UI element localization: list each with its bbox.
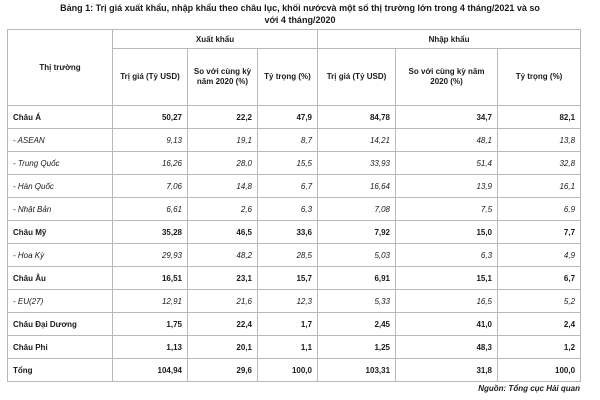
market-name: - Trung Quốc (8, 152, 113, 175)
export-share-header: Tỷ trọng (%) (258, 49, 318, 106)
export-yoy: 46,5 (188, 221, 258, 244)
import-yoy: 48,3 (396, 336, 498, 359)
import-value: 1,25 (318, 336, 396, 359)
export-share: 28,5 (258, 244, 318, 267)
import-yoy: 15,1 (396, 267, 498, 290)
import-yoy: 41,0 (396, 313, 498, 336)
export-group-header: Xuất khẩu (113, 30, 318, 49)
import-yoy: 15,0 (396, 221, 498, 244)
table-row (8, 244, 581, 267)
export-yoy: 22,4 (188, 313, 258, 336)
import-yoy: 31,8 (396, 359, 498, 382)
import-value: 5,03 (318, 244, 396, 267)
import-yoy: 13,9 (396, 175, 498, 198)
table-row (8, 175, 581, 198)
export-yoy: 21,6 (188, 290, 258, 313)
market-name: Tổng (8, 359, 113, 382)
table-row (8, 336, 581, 359)
table-row (8, 106, 581, 129)
export-yoy: 23,1 (188, 267, 258, 290)
import-value: 16,64 (318, 175, 396, 198)
export-share: 15,5 (258, 152, 318, 175)
import-yoy: 34,7 (396, 106, 498, 129)
import-value: 14,21 (318, 129, 396, 152)
export-share: 8,7 (258, 129, 318, 152)
export-yoy: 14,8 (188, 175, 258, 198)
export-yoy: 19,1 (188, 129, 258, 152)
export-value: 12,91 (113, 290, 188, 313)
market-name: - ASEAN (8, 129, 113, 152)
import-yoy-header: So với cùng kỳ năm 2020 (%) (396, 49, 498, 106)
export-yoy: 48,2 (188, 244, 258, 267)
import-group-header: Nhập khẩu (318, 30, 581, 49)
export-yoy: 29,6 (188, 359, 258, 382)
export-value: 104,94 (113, 359, 188, 382)
import-share: 16,1 (498, 175, 581, 198)
caption-line-2: với 4 tháng/2020 (264, 15, 336, 25)
export-yoy: 2,6 (188, 198, 258, 221)
market-name: Châu Phi (8, 336, 113, 359)
export-yoy: 20,1 (188, 336, 258, 359)
import-yoy: 48,1 (396, 129, 498, 152)
market-column-header: Thị trường (8, 30, 113, 106)
export-value: 1,13 (113, 336, 188, 359)
table-total-row (8, 359, 581, 382)
export-value: 16,26 (113, 152, 188, 175)
export-value: 7,06 (113, 175, 188, 198)
import-value: 7,08 (318, 198, 396, 221)
export-share: 1,1 (258, 336, 318, 359)
export-value: 50,27 (113, 106, 188, 129)
export-share: 1,7 (258, 313, 318, 336)
import-share: 6,7 (498, 267, 581, 290)
trade-table (7, 29, 581, 382)
import-share: 100,0 (498, 359, 581, 382)
market-name: Châu Mỹ (8, 221, 113, 244)
export-share: 15,7 (258, 267, 318, 290)
import-share: 82,1 (498, 106, 581, 129)
import-yoy: 16,5 (396, 290, 498, 313)
table-row (8, 198, 581, 221)
table-caption (0, 2, 600, 26)
table-row (8, 152, 581, 175)
table-row (8, 267, 581, 290)
import-value: 33,93 (318, 152, 396, 175)
import-yoy: 7,5 (396, 198, 498, 221)
export-value: 1,75 (113, 313, 188, 336)
table-row (8, 313, 581, 336)
export-value: 9,13 (113, 129, 188, 152)
import-value: 6,91 (318, 267, 396, 290)
import-yoy: 6,3 (396, 244, 498, 267)
import-value-header: Trị giá (Tỷ USD) (318, 49, 396, 106)
import-share: 5,2 (498, 290, 581, 313)
export-yoy: 28,0 (188, 152, 258, 175)
export-share: 12,3 (258, 290, 318, 313)
import-yoy: 51,4 (396, 152, 498, 175)
import-share: 4,9 (498, 244, 581, 267)
table-group-header-row (8, 30, 581, 49)
market-name: Châu Đại Dương (8, 313, 113, 336)
import-value: 7,92 (318, 221, 396, 244)
export-value: 29,93 (113, 244, 188, 267)
import-share: 7,7 (498, 221, 581, 244)
market-name: - Hàn Quốc (8, 175, 113, 198)
table-row (8, 129, 581, 152)
export-yoy: 22,2 (188, 106, 258, 129)
export-share: 6,3 (258, 198, 318, 221)
import-value: 84,78 (318, 106, 396, 129)
market-name: Châu Á (8, 106, 113, 129)
market-name: Châu Âu (8, 267, 113, 290)
source-note: Nguồn: Tổng cục Hải quan (478, 384, 580, 393)
import-value: 2,45 (318, 313, 396, 336)
export-yoy-header: So với cùng kỳ năm 2020 (%) (188, 49, 258, 106)
import-value: 103,31 (318, 359, 396, 382)
import-share-header: Tỷ trọng (%) (498, 49, 581, 106)
export-value-header: Trị giá (Tỷ USD) (113, 49, 188, 106)
export-value: 6,61 (113, 198, 188, 221)
export-value: 35,28 (113, 221, 188, 244)
export-value: 16,51 (113, 267, 188, 290)
export-share: 33,6 (258, 221, 318, 244)
table-row (8, 221, 581, 244)
import-share: 13,8 (498, 129, 581, 152)
table-row (8, 290, 581, 313)
market-name: - Nhật Bản (8, 198, 113, 221)
import-share: 6,9 (498, 198, 581, 221)
import-value: 5,33 (318, 290, 396, 313)
market-name: - EU(27) (8, 290, 113, 313)
caption-line-1: Bảng 1: Trị giá xuất khẩu, nhập khẩu theo châu lục, khối nướcvà một số thị trường lớn trong 4 tháng/2021 và so (60, 3, 540, 13)
export-share: 6,7 (258, 175, 318, 198)
market-name: - Hoa Kỳ (8, 244, 113, 267)
import-share: 1,2 (498, 336, 581, 359)
import-share: 2,4 (498, 313, 581, 336)
export-share: 100,0 (258, 359, 318, 382)
export-share: 47,9 (258, 106, 318, 129)
import-share: 32,8 (498, 152, 581, 175)
